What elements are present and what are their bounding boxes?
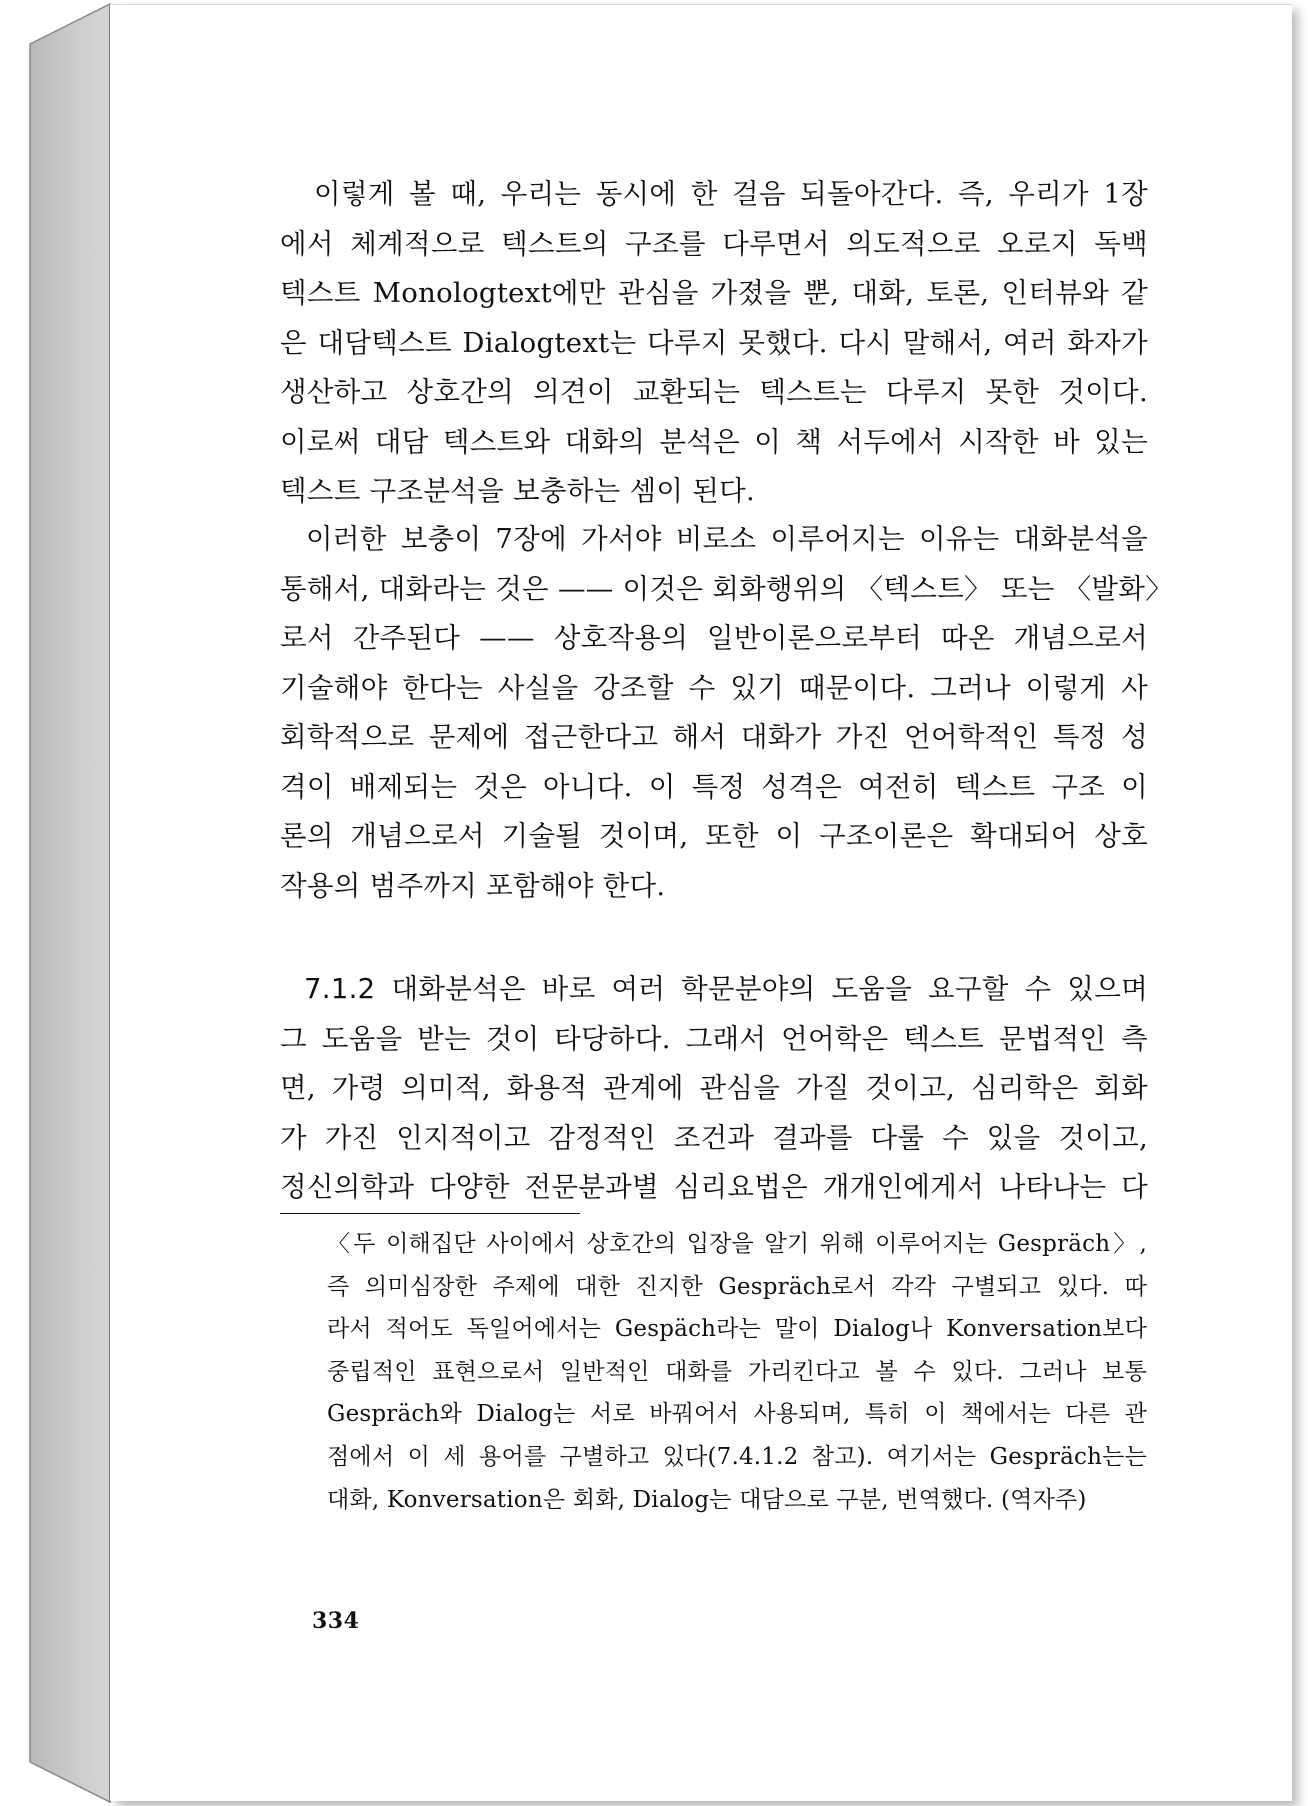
text-line: 이러한 보충이 7장에 가서야 비로소 이루어지는 이유는 대화분석을 [306, 523, 1148, 555]
text-line: 대화분석은 바로 여러 학문분야의 도움을 요구할 수 있으며 [391, 973, 1148, 1005]
paragraph-1 [280, 170, 1148, 517]
text-line: 가 가진 인지적이고 감정적인 조건과 결과를 다룰 수 있을 것이고, [280, 1121, 1148, 1154]
footnote-line: 점에서 이 세 용어를 구별하고 있다(7.4.1.2 참고). 여기서는 Gespräch는는 [327, 1443, 1147, 1470]
text-line: 이렇게 볼 때, 우리는 동시에 한 걸음 되돌아간다. 즉, 우리가 1장 [314, 178, 1148, 210]
footnote-line: 라서 적어도 독일어에서는 Gespäch라는 말이 Dialog나 Konversation보다 [327, 1316, 1147, 1343]
footnote-line: Gespräch와 Dialog는 서로 바꿔어서 사용되며, 특히 이 책에서는 다른 관 [327, 1401, 1147, 1428]
spine-face [30, 4, 110, 1802]
text-line: 생산하고 상호간의 의견이 교환되는 텍스트는 다루지 못한 것이다. [280, 376, 1148, 408]
text-line: 격이 배제되는 것은 아니다. 이 특정 성격은 여전히 텍스트 구조 이 [280, 770, 1148, 803]
text-line: 작용의 범주까지 포함해야 한다. [280, 869, 666, 902]
text-line: 이로써 대담 텍스트와 대화의 분석은 이 책 서두에서 시작한 바 있는 [280, 425, 1148, 458]
text-line: 론의 개념으로서 기술될 것이며, 또한 이 구조이론은 확대되어 상호 [280, 820, 1148, 852]
text-line: 정신의학과 다양한 전문분과별 심리요법은 개개인에게서 나타나는 다 [280, 1171, 1148, 1203]
footnote-line: 대화, Konversation은 회화, Dialog는 대담으로 구분, 번역했다. (역자주) [327, 1486, 1087, 1513]
text-line: 통해서, 대화라는 것은 —— 이것은 회화행위의 〈텍스트〉 또는 〈발화〉 [280, 572, 1173, 605]
text-line: 은 대담텍스트 Dialogtext는 다루지 못했다. 다시 말해서, 여러 화자가 [280, 326, 1148, 359]
text-line: 에서 체계적으로 텍스트의 구조를 다루면서 의도적으로 오로지 독백 [280, 227, 1148, 260]
footnote-line: 중립적인 표현으로서 일반적인 대화를 가리킨다고 볼 수 있다. 그러나 보통 [327, 1358, 1147, 1385]
text-line: 면, 가령 의미적, 화용적 관계에 관심을 가질 것이고, 심리학은 회화 [280, 1072, 1148, 1104]
page-number: 334 [312, 1608, 360, 1634]
paragraph-3 [280, 965, 1148, 1213]
text-line: 기술해야 한다는 사실을 강조할 수 있기 때문이다. 그러나 이렇게 사 [280, 671, 1148, 704]
text-line-with-section [280, 965, 1148, 1015]
text-line: 텍스트 Monologtext에만 관심을 가졌을 뿐, 대화, 토론, 인터뷰와 같 [280, 277, 1148, 309]
paragraph-2 [280, 515, 1173, 911]
text-line: 회학적으로 문제에 접근한다고 해서 대화가 가진 언어학적인 특정 성 [280, 721, 1148, 753]
footnote [327, 1223, 1147, 1521]
section-number: 7.1.2 [304, 973, 376, 1005]
text-line: 텍스트 구조분석을 보충하는 셈이 된다. [280, 475, 756, 507]
text-line: 그 도움을 받는 것이 타당하다. 그래서 언어학은 텍스트 문법적인 측 [280, 1022, 1148, 1055]
footnote-line: 즉 의미심장한 주제에 대한 진지한 Gespräch로서 각각 구별되고 있다. 따 [327, 1273, 1147, 1300]
text-line: 로서 간주된다 —— 상호작용의 일반이론으로부터 따온 개념으로서 [280, 622, 1148, 654]
footnote-line: 〈두 이해집단 사이에서 상호간의 입장을 알기 위해 이루어지는 Gespräch〉, [327, 1231, 1147, 1257]
footnote-divider [280, 1213, 580, 1214]
